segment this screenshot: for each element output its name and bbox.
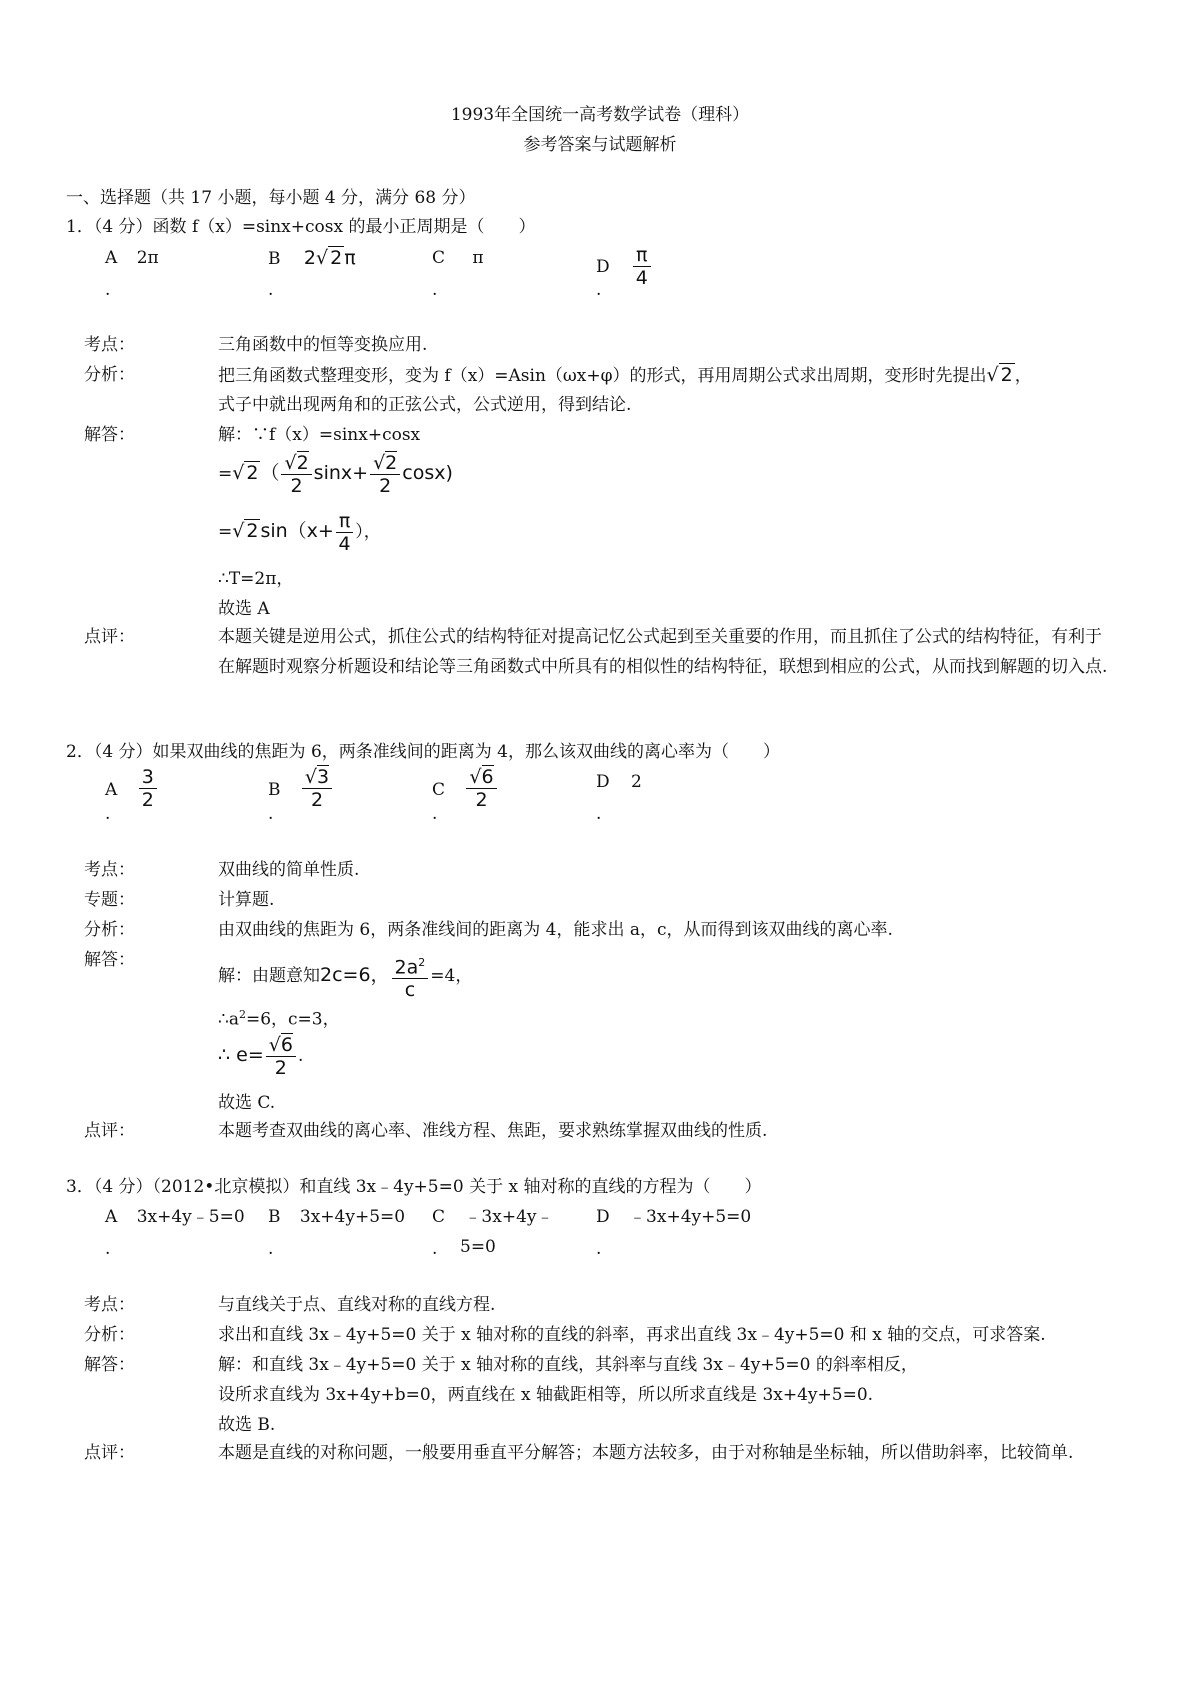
q1-option-c: [432, 246, 484, 300]
option-value: 3x+4y+5=0: [299, 1207, 406, 1227]
q2-dianping: 本题考查双曲线的离心率、准线方程、焦距，要求熟练掌握双曲线的性质.: [218, 1121, 768, 1141]
tail: =6，c=3，: [245, 1009, 340, 1030]
option-dot: .: [105, 1239, 111, 1259]
radicand: 2: [246, 520, 259, 542]
denominator: 4: [338, 533, 351, 555]
q3-dianping-label: 点评：: [84, 1443, 135, 1463]
fraction: [281, 452, 311, 497]
option-value-fraction: [466, 766, 496, 811]
equals: =: [218, 464, 233, 484]
numerator: √2: [281, 452, 311, 475]
option-letter: D: [596, 772, 610, 792]
option-dot: .: [268, 804, 274, 824]
q1-option-b: [268, 246, 356, 300]
q3-fenxi-label: 分析：: [84, 1325, 135, 1345]
option-value-fraction: [139, 766, 157, 811]
radicand: 2: [385, 452, 398, 474]
option-value-line-1: ﹣3x+4y﹣: [464, 1207, 554, 1227]
q1-fenxi-label: 分析：: [84, 365, 135, 385]
q1-stem: 1．（4 分）函数 f（x）=sinx+cosx 的最小正周期是（ ）: [66, 217, 536, 237]
section-title: 一、选择题（共 17 小题，每小题 4 分，满分 68 分）: [66, 188, 476, 208]
q3-jieda-line-1: 解：和直线 3x﹣4y+5=0 关于 x 轴对称的直线，其斜率与直线 3x﹣4y+5=0 的斜率相反，: [218, 1355, 918, 1375]
option-letter: D: [596, 1207, 610, 1227]
fraction: [336, 510, 353, 555]
q3-fenxi: 求出和直线 3x﹣4y+5=0 关于 x 轴对称的直线的斜率，再求出直线 3x﹣4y+5=0 和 x 轴的交点，可求答案.: [218, 1325, 1046, 1345]
sin-term: sinx+: [313, 462, 369, 484]
sqrt: √ 2: [232, 462, 259, 484]
equals: =: [218, 522, 233, 542]
option-letter: D: [596, 257, 610, 277]
option-value-line-2: 5=0: [460, 1237, 496, 1257]
q3-option-d: [596, 1205, 752, 1259]
radicand: 2: [330, 247, 343, 269]
exponent: 2: [238, 1008, 246, 1021]
option-dot: .: [105, 280, 111, 300]
numerator: [392, 952, 429, 979]
q1-kaodian-label: 考点：: [84, 335, 135, 355]
option-letter: C: [432, 1207, 446, 1227]
q1-fenxi-line-1: [218, 360, 1198, 391]
radicand: 2: [246, 462, 259, 484]
q2-dianping-label: 点评：: [84, 1121, 135, 1141]
q1-jieda-line-5: 故选 A: [218, 599, 270, 619]
q3-kaodian-label: 考点：: [84, 1295, 135, 1315]
analysis-tail: ，: [1014, 366, 1032, 386]
denominator: 2: [290, 475, 303, 497]
text: ∴a: [218, 1009, 239, 1030]
option-letter: A: [105, 780, 118, 800]
q3-jieda-line-2: 设所求直线为 3x+4y+b=0，两直线在 x 轴截距相等，所以所求直线是 3x+4y+5=0.: [218, 1385, 874, 1405]
radicand: 3: [317, 766, 330, 788]
option-letter: B: [268, 249, 281, 269]
q3-option-c: [432, 1205, 554, 1259]
denominator: 2: [379, 475, 392, 497]
q2-kaodian: 双曲线的简单性质.: [218, 860, 360, 880]
option-dot: .: [268, 1239, 274, 1259]
analysis-text: 把三角函数式整理变形，变为 f（x）=Asin（ωx+φ）的形式，再用周期公式求出周期，变形时先提出: [218, 366, 987, 386]
q2-jieda-line-2: [218, 1000, 1178, 1035]
q1-jieda-line-4: ∴T=2π，: [218, 569, 294, 589]
sqrt: √ 2: [316, 247, 343, 269]
option-value: π: [472, 248, 484, 268]
numerator: 3: [139, 766, 157, 789]
q2-jieda-line-4: 故选 C.: [218, 1093, 276, 1113]
page-subtitle: 参考答案与试题解析: [523, 135, 677, 155]
option-letter: A: [105, 248, 118, 268]
coefficient: 2: [303, 247, 316, 269]
q1-option-a: [105, 246, 159, 300]
option-letter: C: [432, 780, 446, 800]
cos-term: cosx): [402, 462, 453, 484]
option-dot: .: [596, 280, 602, 300]
numerator: √2: [370, 452, 400, 475]
denominator: 2: [274, 1057, 287, 1079]
q2-option-a: [105, 766, 159, 824]
fraction: [392, 952, 429, 1001]
equation: 2c=6，: [320, 964, 390, 987]
fraction: [370, 452, 400, 497]
q2-fenxi-label: 分析：: [84, 920, 135, 940]
numerator-base: 2a: [394, 956, 419, 979]
q1-dianping: 本题关键是逆用公式，抓住公式的结构特征对提高记忆公式起到至关重要的作用，而且抓住了公式的结构特征，有利于在解题时观察分析题设和结论等三角函数式中所具有的相似性的结构特征，联想到相应的公式，从而找到解题的切入点.: [218, 627, 1108, 677]
sqrt: √ 2: [232, 520, 259, 542]
q1-kaodian: 三角函数中的恒等变换应用.: [218, 335, 428, 355]
tail: ），: [355, 522, 381, 542]
q2-option-c: [432, 766, 499, 824]
radicand: 2: [296, 452, 309, 474]
q1-option-d: [596, 244, 653, 300]
option-dot: .: [596, 1239, 602, 1259]
numerator: √6: [466, 766, 496, 789]
q2-zhuanti-label: 专题：: [84, 890, 135, 910]
option-value: 3x+4y﹣5=0: [136, 1207, 245, 1227]
radicand: 6: [481, 766, 494, 788]
pi-symbol: π: [344, 247, 356, 269]
denominator: 2: [475, 789, 488, 811]
numerator: π: [336, 510, 353, 533]
q1-jieda-line-3: [218, 510, 1178, 555]
q1-fenxi-line-2: 式子中就出现两角和的正弦公式，公式逆用，得到结论.: [218, 395, 632, 415]
numerator: π: [633, 244, 650, 267]
radicand: 2: [1000, 364, 1013, 386]
q2-jieda-line-1: [218, 952, 1178, 1001]
denominator: 2: [141, 789, 154, 811]
option-value: 2: [631, 772, 642, 792]
q2-jieda-label: 解答：: [84, 950, 135, 970]
sqrt: √ 2: [986, 364, 1013, 386]
sin-term: sin（x+: [260, 520, 334, 542]
option-letter: C: [432, 248, 446, 268]
option-value: ﹣3x+4y+5=0: [629, 1207, 752, 1227]
q3-jieda-line-3: 故选 B.: [218, 1415, 276, 1435]
option-value: [304, 247, 356, 269]
option-dot: .: [432, 280, 438, 300]
q3-stem: 3．（4 分）（2012•北京模拟）和直线 3x﹣4y+5=0 关于 x 轴对称的直线的方程为（ ）: [66, 1177, 762, 1197]
text: ∴ e=: [218, 1044, 264, 1066]
denominator: 2: [310, 789, 324, 811]
option-letter: B: [268, 1207, 281, 1227]
q3-dianping: 本题是直线的对称问题，一般要用垂直平分解答；本题方法较多，由于对称轴是坐标轴，所以借助斜率，比较简单.: [218, 1443, 1074, 1463]
text: 解：由题意知: [218, 966, 320, 987]
page-title: 1993年全国统一高考数学试卷（理科）: [450, 105, 750, 125]
tail: .: [297, 1046, 304, 1066]
option-dot: .: [268, 280, 274, 300]
exponent: 2: [418, 956, 426, 969]
q1-dianping-label: 点评：: [84, 627, 135, 647]
q2-zhuanti: 计算题.: [218, 890, 275, 910]
option-letter: A: [105, 1207, 118, 1227]
option-value-fraction: [633, 244, 650, 289]
q1-jieda-line-1: 解：∵f（x）=sinx+cosx: [218, 425, 421, 445]
q2-stem: 2．（4 分）如果双曲线的焦距为 6，两条准线间的距离为 4，那么该双曲线的离心率为（ ）: [66, 742, 780, 762]
q3-option-b: [268, 1205, 406, 1259]
denominator: 4: [635, 267, 648, 289]
q2-jieda-line-3: [218, 1034, 1178, 1079]
q3-option-a: [105, 1205, 245, 1259]
q1-jieda-line-2: =√ 2 （ $\frac{√2}{2}$ sinx+ $\frac{√2}{2}$ cosx): [218, 452, 453, 497]
option-dot: .: [432, 804, 438, 824]
q2-fenxi: 由双曲线的焦距为 6，两条准线间的距离为 4，能求出 a，c，从而得到该双曲线的离心率.: [218, 920, 893, 940]
q2-option-b: [268, 766, 334, 824]
q3-kaodian: 与直线关于点、直线对称的直线方程.: [218, 1295, 496, 1315]
q1-jieda-label: 解答：: [84, 425, 135, 445]
q3-jieda-label: 解答：: [84, 1355, 135, 1375]
tail: =4，: [430, 966, 473, 987]
option-dot: .: [432, 1239, 438, 1259]
denominator: c: [404, 979, 416, 1002]
option-dot: .: [105, 804, 111, 824]
q2-option-d: [596, 770, 642, 824]
q2-kaodian-label: 考点：: [84, 860, 135, 880]
option-dot: .: [596, 804, 602, 824]
option-value: 2π: [136, 248, 159, 268]
option-value-fraction: [302, 766, 332, 811]
numerator: √6: [266, 1034, 296, 1057]
radicand: 6: [280, 1034, 293, 1056]
fraction: [266, 1034, 296, 1079]
option-letter: B: [268, 780, 281, 800]
numerator: √3: [302, 766, 332, 789]
